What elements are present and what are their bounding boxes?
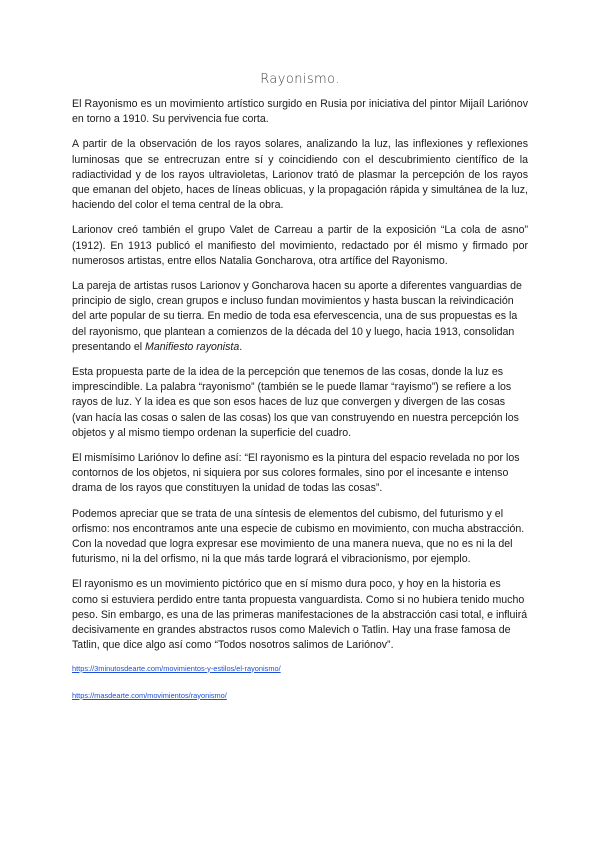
paragraph-synthesis: Podemos apreciar que se trata de una síntesis de elementos del cubismo, del futurismo y el orfismo: nos encontramos ante una especie de cubismo en movimiento, con mucha abstracción. Con la novedad que logra expresar ese movimiento de una manera nueva, que no es ni la del futurismo, ni la del orfismo, ni la que más tarde logrará el vibracionismo, por ejemplo. (72, 507, 525, 566)
paragraph-observation: A partir de la observación de los rayos solares, analizando la luz, las inflexiones y reflexiones luminosas que se entrecruzan entre sí y coincidiendo con el descubrimiento científico de la radiactividad y de los rayos ultravioletas, Larionov trató de plasmar la percepción de los rayos que emanan del objeto, haces de líneas oblicuas, y la propagación rápida y simultánea de la luz, haciendo del color el tema central de la obra. (72, 138, 528, 212)
paragraph-intro: El Rayonismo es un movimiento artístico surgido en Rusia por iniciativa del pintor Mijaíl Lariónov en torno a 1910. Su pervivencia fue corta. (72, 98, 528, 126)
paragraph-couple-end: . (239, 340, 243, 353)
manifesto-title: Manifiesto rayonista (145, 340, 240, 353)
source-link-3minutosdearte[interactable]: https://3minutosdearte.com/movimientos-y-estilos/el-rayonismo/ (72, 663, 281, 673)
source-link-masdearte[interactable]: https://masdearte.com/movimientos/rayonismo/ (72, 690, 227, 700)
paragraph-couple-text: La pareja de artistas rusos Larionov y Goncharova hacen su aporte a diferentes vanguardias de principio de siglo, crean grupos e incluso fundan movimientos y hasta buscan la reivindicación del arte popular de su tierra. En medio de toda esa efervescencia, una de sus propuestas es la del rayonismo, que plantean a comienzos de la década del 10 y luego, hacia 1913, consolidan presentando el (72, 280, 522, 353)
paragraph-group: Larionov creó también el grupo Valet de Carreau a partir de la exposición “La cola de asno” (1912). En 1913 publicó el manifiesto del movimiento, redactado por él mismo y firmado por numerosos artistas, entre ellos Natalia Goncharova, otra artífice del Rayonismo. (72, 224, 528, 267)
page-title: Rayonismo. (260, 72, 340, 87)
paragraph-definition: El mismísimo Lariónov lo define así: “El rayonismo es la pintura del espacio revelada no por los contornos de los objetos, ni siquiera por sus colores formales, sino por el incesante e intenso drama de los rayos que constituyen la unidad de todas las cosas”. (72, 452, 520, 495)
paragraph-history: El rayonismo es un movimiento pictórico que en sí mismo dura poco, y hoy en la historia es como si estuviera perdido entre tanta propuesta vanguardista. Como si no hubiera tenido mucho peso. Sin embargo, es una de las primeras manifestaciones de la abstracción casi total, e influirá decisivamente en grandes abstractos rusos como Malevich o Tatlin. Hay una frase famosa de Tatlin, que dice algo así como “Todos nosotros salimos de Lariónov”. (72, 578, 528, 652)
paragraph-perception: Esta propuesta parte de la idea de la percepción que tenemos de las cosas, donde la luz es imprescindible. La palabra “rayonismo” (también se le puede llamar “rayismo”) se refiere a los rayos de luz. Y la idea es que son esos haces de luz que convergen y divergen de las cosas (van hacía las cosas o salen de las cosas) los que van construyendo en nuestra percepción los objetos y al mismo tiempo ordenan la superficie del cuadro. (72, 366, 519, 439)
paragraph-couple (72, 279, 528, 355)
